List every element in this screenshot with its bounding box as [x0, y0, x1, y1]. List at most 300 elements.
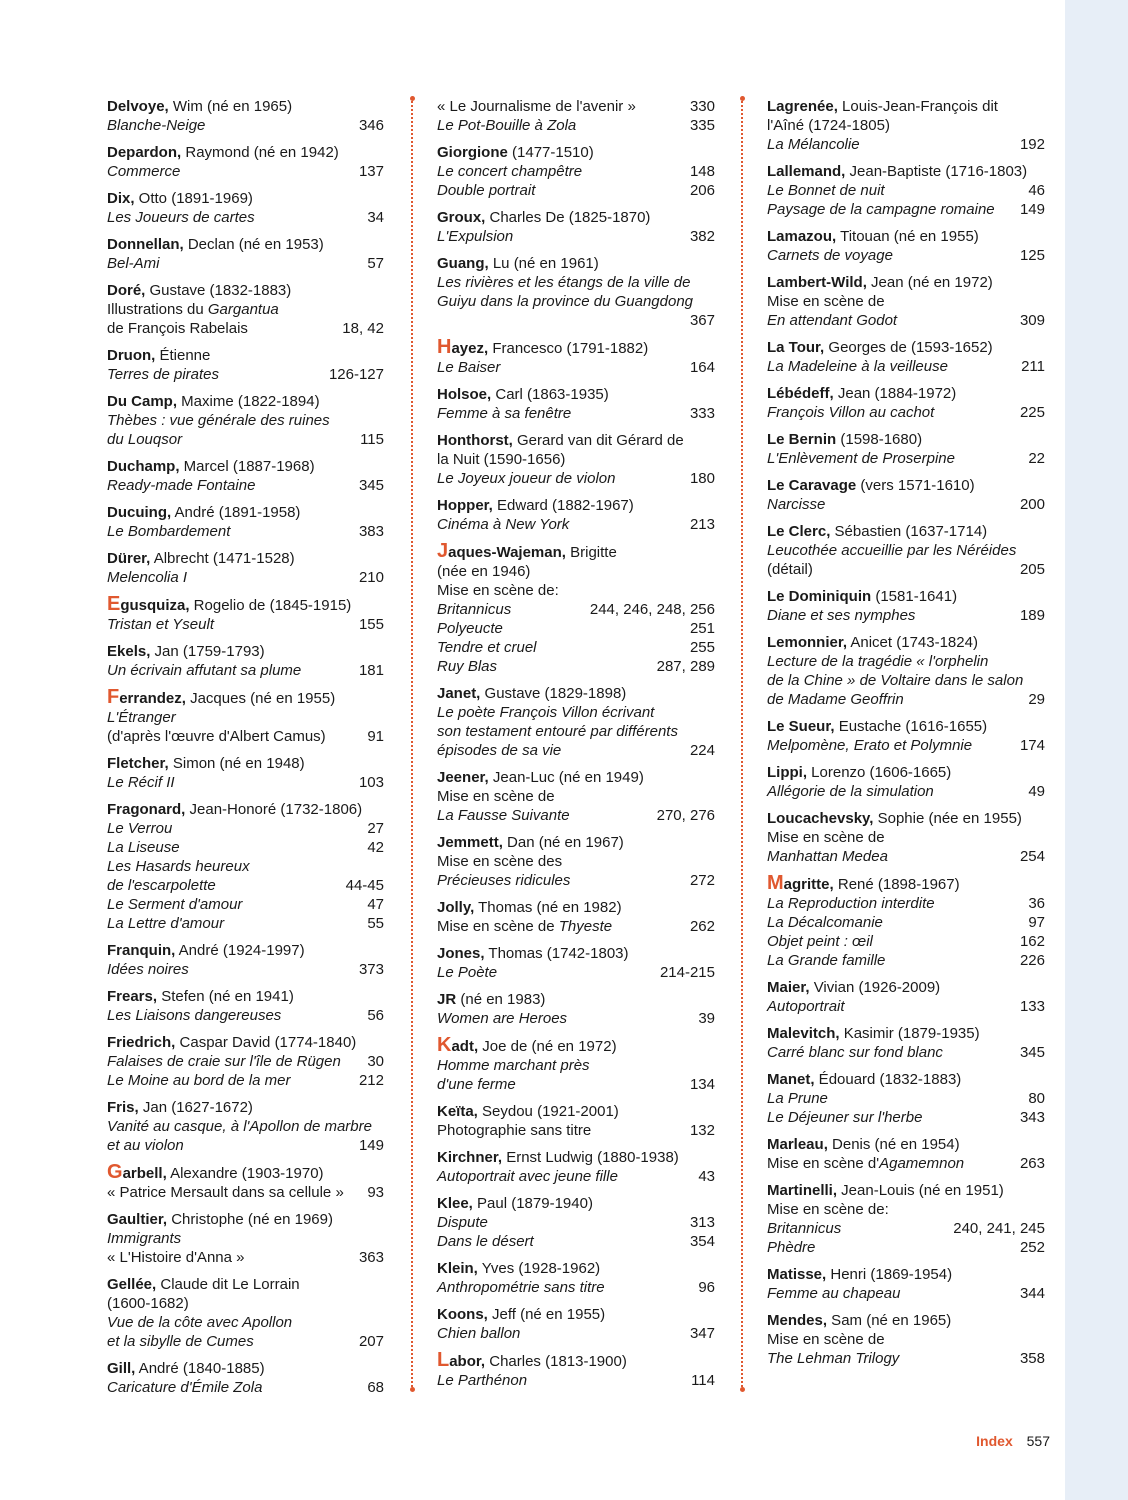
- work-line: [767, 495, 1045, 514]
- work-title: [767, 606, 915, 625]
- letter-initial: M: [767, 872, 784, 894]
- page-ref: 34: [367, 209, 384, 226]
- entry-heading: [767, 338, 1045, 357]
- artist-details: Gerard van dit Gérard de: [512, 432, 684, 449]
- page-ref: 240, 241, 245: [953, 1220, 1045, 1237]
- entry-heading: [107, 595, 384, 615]
- letter-initial: H: [437, 336, 452, 358]
- entry-heading: [437, 385, 715, 404]
- index-entry: [767, 97, 1045, 154]
- index-entry: [767, 874, 1045, 970]
- letter-initial: G: [107, 1161, 123, 1183]
- work-line: [107, 1071, 384, 1090]
- index-entry: [437, 496, 715, 534]
- work-text: Vue de la côte avec Apollon: [107, 1314, 293, 1331]
- work-text: Tristan et Yseult: [107, 616, 214, 633]
- work-text: Illustrations du: [107, 301, 208, 318]
- artist-details: Declan (né en 1953): [183, 236, 324, 253]
- artist-name: ayez,: [451, 340, 489, 357]
- work-text: Melpomène, Erato et Polymnie: [767, 737, 973, 754]
- work-text: Les Hasards heureux: [107, 858, 250, 875]
- page-ref: 155: [358, 616, 384, 633]
- artist-details: Rogelio de (1845-1915): [189, 597, 352, 614]
- entry-heading: [107, 97, 384, 116]
- index-entry: [437, 1148, 715, 1186]
- letter-initial: L: [437, 1349, 450, 1371]
- index-column-2: [437, 97, 715, 1398]
- entry-heading: [767, 874, 1045, 894]
- work-title: [437, 97, 636, 116]
- work-title: [107, 1229, 181, 1248]
- page-ref: 347: [689, 1325, 715, 1342]
- work-line: [437, 1324, 715, 1343]
- work-title: [437, 1371, 527, 1390]
- artist-details: Seydou (1921-2001): [477, 1103, 619, 1120]
- work-title: [437, 162, 582, 181]
- entry-heading: [437, 208, 715, 227]
- index-entry: [437, 338, 715, 377]
- artist-name: gusquiza,: [120, 597, 190, 614]
- work-line: [107, 1332, 384, 1351]
- artist-name: Le Dominiquin: [767, 588, 872, 605]
- work-title: [767, 1284, 900, 1303]
- artist-name: Depardon,: [107, 144, 182, 161]
- page-ref: 148: [689, 163, 715, 180]
- artist-details: Francesco (1791-1882): [488, 340, 649, 357]
- page-ref: 36: [1028, 895, 1045, 912]
- page-ref: 205: [1019, 561, 1045, 578]
- work-title: [107, 661, 301, 680]
- page-ref: 226: [1019, 952, 1045, 969]
- work-title: [437, 358, 500, 377]
- artist-details: Jean-Luc (né en 1949): [488, 769, 644, 786]
- page-ref: 252: [1019, 1239, 1045, 1256]
- work-title: [437, 703, 654, 722]
- page-ref: 56: [367, 1007, 384, 1024]
- work-text: Polyeucte: [437, 620, 503, 637]
- entry-heading: [767, 273, 1045, 292]
- page-ref: 346: [358, 117, 384, 134]
- work-title: [107, 876, 216, 895]
- entry-heading: [437, 542, 715, 562]
- artist-details: Titouan (né en 1955): [836, 228, 979, 245]
- work-line: [437, 311, 715, 330]
- artist-name: Koons,: [437, 1306, 488, 1323]
- page-ref: 46: [1028, 182, 1045, 199]
- index-entry: [767, 522, 1045, 579]
- entry-heading: [107, 281, 384, 300]
- artist-name: aques-Wajeman,: [448, 544, 566, 561]
- artist-name: Kirchner,: [437, 1149, 503, 1166]
- entry-heading: [437, 338, 715, 358]
- work-text: Mise en scène de: [767, 829, 885, 846]
- page-ref: 287, 289: [656, 658, 715, 675]
- entry-heading: [767, 633, 1045, 652]
- work-text: Mise en scène de: [767, 1331, 885, 1348]
- work-title: [107, 365, 219, 384]
- work-line: [437, 1213, 715, 1232]
- work-title: [437, 1324, 520, 1343]
- page-ref: 263: [1019, 1155, 1045, 1172]
- work-text: Allégorie de la simulation: [767, 783, 934, 800]
- work-line: [107, 727, 384, 746]
- artist-name: Holsoe,: [437, 386, 492, 403]
- page-ref: 44-45: [345, 877, 384, 894]
- work-line: [437, 1371, 715, 1390]
- work-line: [767, 652, 1045, 671]
- work-line: [437, 806, 715, 825]
- work-title: [767, 495, 825, 514]
- page-ref: 164: [689, 359, 715, 376]
- work-line: [437, 1121, 715, 1140]
- work-line: [437, 703, 715, 722]
- work-text: La Reproduction interdite: [767, 895, 935, 912]
- artist-details: Jean (né en 1972): [866, 274, 993, 291]
- work-title: [437, 1121, 591, 1140]
- index-entry: [107, 235, 384, 273]
- work-line: [767, 403, 1045, 422]
- work-line: [437, 292, 715, 311]
- artist-details: Thomas (1742-1803): [484, 945, 629, 962]
- work-line: [437, 963, 715, 982]
- page-ref: 180: [689, 470, 715, 487]
- page-ref: 382: [689, 228, 715, 245]
- work-title: [767, 997, 845, 1016]
- work-text: Manhattan Medea: [767, 848, 888, 865]
- artist-name: abor,: [449, 1353, 486, 1370]
- artist-name: Martinelli,: [767, 1182, 838, 1199]
- artist-details: Wim (né en 1965): [168, 98, 293, 115]
- index-entry: [767, 1024, 1045, 1062]
- artist-name: Du Camp,: [107, 393, 178, 410]
- work-line: [767, 135, 1045, 154]
- work-text: Anthropométrie sans titre: [437, 1279, 605, 1296]
- work-title: [437, 852, 562, 871]
- page-ref: 383: [358, 523, 384, 540]
- work-title: [767, 560, 813, 579]
- work-title: [767, 690, 904, 709]
- artist-details: Anicet (1743-1824): [847, 634, 978, 651]
- work-line: [437, 162, 715, 181]
- work-line: [107, 116, 384, 135]
- work-title: [107, 300, 279, 319]
- work-line: [767, 671, 1045, 690]
- entry-heading: [767, 587, 1045, 606]
- page-ref: 211: [1021, 358, 1045, 375]
- work-line: [107, 773, 384, 792]
- work-text: Vanité au casque, à l'Apollon de marbre: [107, 1118, 372, 1135]
- artist-name: Lippi,: [767, 764, 807, 781]
- work-text: Autoportrait: [767, 998, 845, 1015]
- index-entry: [437, 684, 715, 760]
- work-text: La Fausse Suivante: [437, 807, 570, 824]
- page-ref: 93: [367, 1184, 384, 1201]
- work-title: [107, 522, 230, 541]
- artist-name: Groux,: [437, 209, 486, 226]
- work-line: [107, 857, 384, 876]
- work-text: Le Serment d'amour: [107, 896, 243, 913]
- work-line: [437, 1009, 715, 1028]
- artist-name: Klein,: [437, 1260, 478, 1277]
- work-title: [107, 411, 330, 430]
- page-ref: 29: [1028, 691, 1045, 708]
- page-ref: 344: [1019, 1285, 1045, 1302]
- work-line: [107, 411, 384, 430]
- artist-details: Ernst Ludwig (1880-1938): [502, 1149, 679, 1166]
- index-entry: [107, 1210, 384, 1267]
- work-text: et au violon: [107, 1137, 184, 1154]
- artist-details: Georges de (1593-1652): [824, 339, 993, 356]
- work-title: [767, 1219, 841, 1238]
- work-line: [767, 541, 1045, 560]
- artist-details: Lorenzo (1606-1665): [807, 764, 952, 781]
- work-title-italic: Agamemnon: [879, 1155, 965, 1172]
- entry-heading: [107, 392, 384, 411]
- index-entry: [107, 595, 384, 634]
- work-line: [767, 847, 1045, 866]
- index-entry: [107, 457, 384, 495]
- work-line: [107, 1183, 384, 1202]
- entry-heading: [437, 1194, 715, 1213]
- work-line: [437, 469, 715, 488]
- work-title: [437, 227, 513, 246]
- work-title: [437, 787, 555, 806]
- work-text: Les rivières et les étangs de la ville de: [437, 274, 691, 291]
- letter-initial: E: [107, 593, 121, 615]
- work-text: La Prune: [767, 1090, 828, 1107]
- work-title: [107, 1313, 292, 1332]
- work-line: [767, 1089, 1045, 1108]
- work-text: Britannicus: [767, 1220, 842, 1237]
- work-title: [767, 736, 972, 755]
- work-text: La Grande famille: [767, 952, 886, 969]
- column-divider: [741, 98, 743, 1390]
- work-line: [767, 828, 1045, 847]
- artist-details: (vers 1571-1610): [856, 477, 975, 494]
- artist-details: Étienne: [155, 347, 211, 364]
- work-text: Le Verrou: [107, 820, 173, 837]
- page-ref: 126-127: [328, 366, 384, 383]
- artist-details: Yves (1928-1962): [477, 1260, 601, 1277]
- work-line: [437, 600, 715, 619]
- artist-details: René (1898-1967): [833, 876, 960, 893]
- index-entry: [107, 987, 384, 1025]
- index-entry: [107, 503, 384, 541]
- artist-name: Le Bernin: [767, 431, 837, 448]
- footer-section-label: Index: [976, 1433, 1013, 1449]
- work-text: de Madame Geoffrin: [767, 691, 904, 708]
- work-line: [107, 819, 384, 838]
- work-title: [437, 562, 530, 581]
- artist-details: (1581-1641): [871, 588, 958, 605]
- index-entry: [107, 941, 384, 979]
- page-ref: 333: [689, 405, 715, 422]
- entry-heading: [107, 549, 384, 568]
- work-line: [437, 638, 715, 657]
- entry-heading: [107, 346, 384, 365]
- side-color-band: [1065, 0, 1128, 1500]
- index-entry: [437, 143, 715, 200]
- artist-name: Le Clerc,: [767, 523, 831, 540]
- artist-details: Otto (1891-1969): [134, 190, 253, 207]
- entry-heading: [437, 768, 715, 787]
- work-line: [767, 782, 1045, 801]
- work-text: Le concert champêtre: [437, 163, 583, 180]
- page-ref: 43: [698, 1168, 715, 1185]
- artist-details: Jan (1627-1672): [138, 1099, 253, 1116]
- artist-name: Le Sueur,: [767, 718, 835, 735]
- artist-details: (1477-1510): [507, 144, 594, 161]
- artist-name: Matisse,: [767, 1266, 827, 1283]
- artist-details: Charles (1813-1900): [485, 1353, 627, 1370]
- index-column-1: [107, 97, 384, 1405]
- artist-name: Franquin,: [107, 942, 176, 959]
- artist-details: Caspar David (1774-1840): [175, 1034, 357, 1051]
- work-line: [107, 960, 384, 979]
- work-title: [437, 1232, 534, 1251]
- entry-heading: [767, 717, 1045, 736]
- page-ref: 162: [1019, 933, 1045, 950]
- page-ref: 49: [1028, 783, 1045, 800]
- work-text: Le Déjeuner sur l'herbe: [767, 1109, 923, 1126]
- work-title: [767, 1154, 964, 1173]
- page-ref: 114: [691, 1372, 715, 1389]
- index-entry: [107, 800, 384, 933]
- index-entry: [437, 944, 715, 982]
- work-text: Mise en scène d': [767, 1155, 880, 1172]
- entry-heading: [437, 684, 715, 703]
- work-title: [437, 638, 537, 657]
- work-line: [107, 1248, 384, 1267]
- work-line: [767, 1284, 1045, 1303]
- artist-name: Fris,: [107, 1099, 139, 1116]
- work-text: Carré blanc sur fond blanc: [767, 1044, 943, 1061]
- index-entry: [107, 1359, 384, 1397]
- page-ref: 189: [1019, 607, 1045, 624]
- work-line: [767, 736, 1045, 755]
- work-title: [107, 914, 224, 933]
- artist-name: Gellée,: [107, 1276, 157, 1293]
- index-entry: [767, 227, 1045, 265]
- entry-heading: [437, 1102, 715, 1121]
- work-line: [107, 914, 384, 933]
- artist-details: Louis-Jean-François dit: [837, 98, 998, 115]
- work-title: [437, 292, 693, 311]
- entry-heading: [437, 1259, 715, 1278]
- page-ref: 22: [1028, 450, 1045, 467]
- work-title: [767, 932, 873, 951]
- artist-details: Edward (1882-1967): [492, 497, 634, 514]
- index-entry: [767, 1070, 1045, 1127]
- artist-name: agritte,: [783, 876, 834, 893]
- work-title: [767, 403, 934, 422]
- page-ref: 367: [689, 312, 715, 329]
- artist-name: Friedrich,: [107, 1034, 176, 1051]
- artist-name: Fragonard,: [107, 801, 186, 818]
- work-text: la Nuit (1590-1656): [437, 451, 566, 468]
- index-entry: [437, 542, 715, 676]
- artist-name: arbell,: [122, 1165, 167, 1182]
- work-title: [437, 871, 570, 890]
- work-title: [437, 116, 576, 135]
- index-entry: [437, 833, 715, 890]
- work-line: [437, 404, 715, 423]
- index-entry: [437, 97, 715, 135]
- work-line: [107, 876, 384, 895]
- index-entry: [107, 281, 384, 338]
- work-line: [767, 181, 1045, 200]
- entry-heading: [437, 1351, 715, 1371]
- work-line: [767, 913, 1045, 932]
- page-ref: 27: [367, 820, 384, 837]
- index-entry: [437, 1259, 715, 1297]
- work-title: [107, 319, 248, 338]
- work-line: [107, 661, 384, 680]
- work-line: [107, 1117, 384, 1136]
- index-entry: [437, 385, 715, 423]
- work-title: [107, 1332, 254, 1351]
- work-text: Double portrait: [437, 182, 536, 199]
- work-title: [107, 960, 189, 979]
- work-line: [437, 358, 715, 377]
- artist-details: Gustave (1829-1898): [480, 685, 627, 702]
- entry-heading: [107, 754, 384, 773]
- artist-name: Dix,: [107, 190, 135, 207]
- work-line: [107, 430, 384, 449]
- work-text: Tendre et cruel: [437, 639, 537, 656]
- work-title: [767, 913, 883, 932]
- work-title-italic: Gargantua: [207, 301, 279, 318]
- index-entry: [107, 688, 384, 746]
- artist-details: Jeff (né en 1955): [487, 1306, 606, 1323]
- work-title: [767, 357, 948, 376]
- work-line: [107, 1378, 384, 1397]
- artist-details: Joe de (né en 1972): [478, 1038, 617, 1055]
- artist-name: errandez,: [119, 690, 186, 707]
- work-title: [107, 1117, 372, 1136]
- letter-initial: K: [437, 1034, 452, 1056]
- entry-heading: [437, 1036, 715, 1056]
- work-text: épisodes de sa vie: [437, 742, 562, 759]
- work-text: Dispute: [437, 1214, 488, 1231]
- work-title: [437, 181, 535, 200]
- work-title: [767, 1200, 889, 1219]
- page-ref: 57: [367, 255, 384, 272]
- index-entry: [437, 768, 715, 825]
- work-title: [437, 515, 569, 534]
- page-ref: 55: [367, 915, 384, 932]
- work-text: l'Aîné (1724-1805): [767, 117, 890, 134]
- work-title: [437, 1167, 618, 1186]
- entry-heading: [437, 944, 715, 963]
- work-line: [437, 871, 715, 890]
- entry-heading: [437, 833, 715, 852]
- page-ref: 373: [358, 961, 384, 978]
- index-entry: [107, 346, 384, 384]
- index-entry: [767, 430, 1045, 468]
- page-ref: 125: [1019, 247, 1045, 264]
- artist-name: Le Caravage: [767, 477, 857, 494]
- index-entry: [437, 208, 715, 246]
- work-line: [767, 200, 1045, 219]
- index-column-3: [767, 97, 1045, 1376]
- work-line: [767, 116, 1045, 135]
- entry-heading: [767, 1265, 1045, 1284]
- page-ref: 313: [689, 1214, 715, 1231]
- work-text: Commerce: [107, 163, 181, 180]
- work-title: [767, 1349, 899, 1368]
- work-line: [767, 560, 1045, 579]
